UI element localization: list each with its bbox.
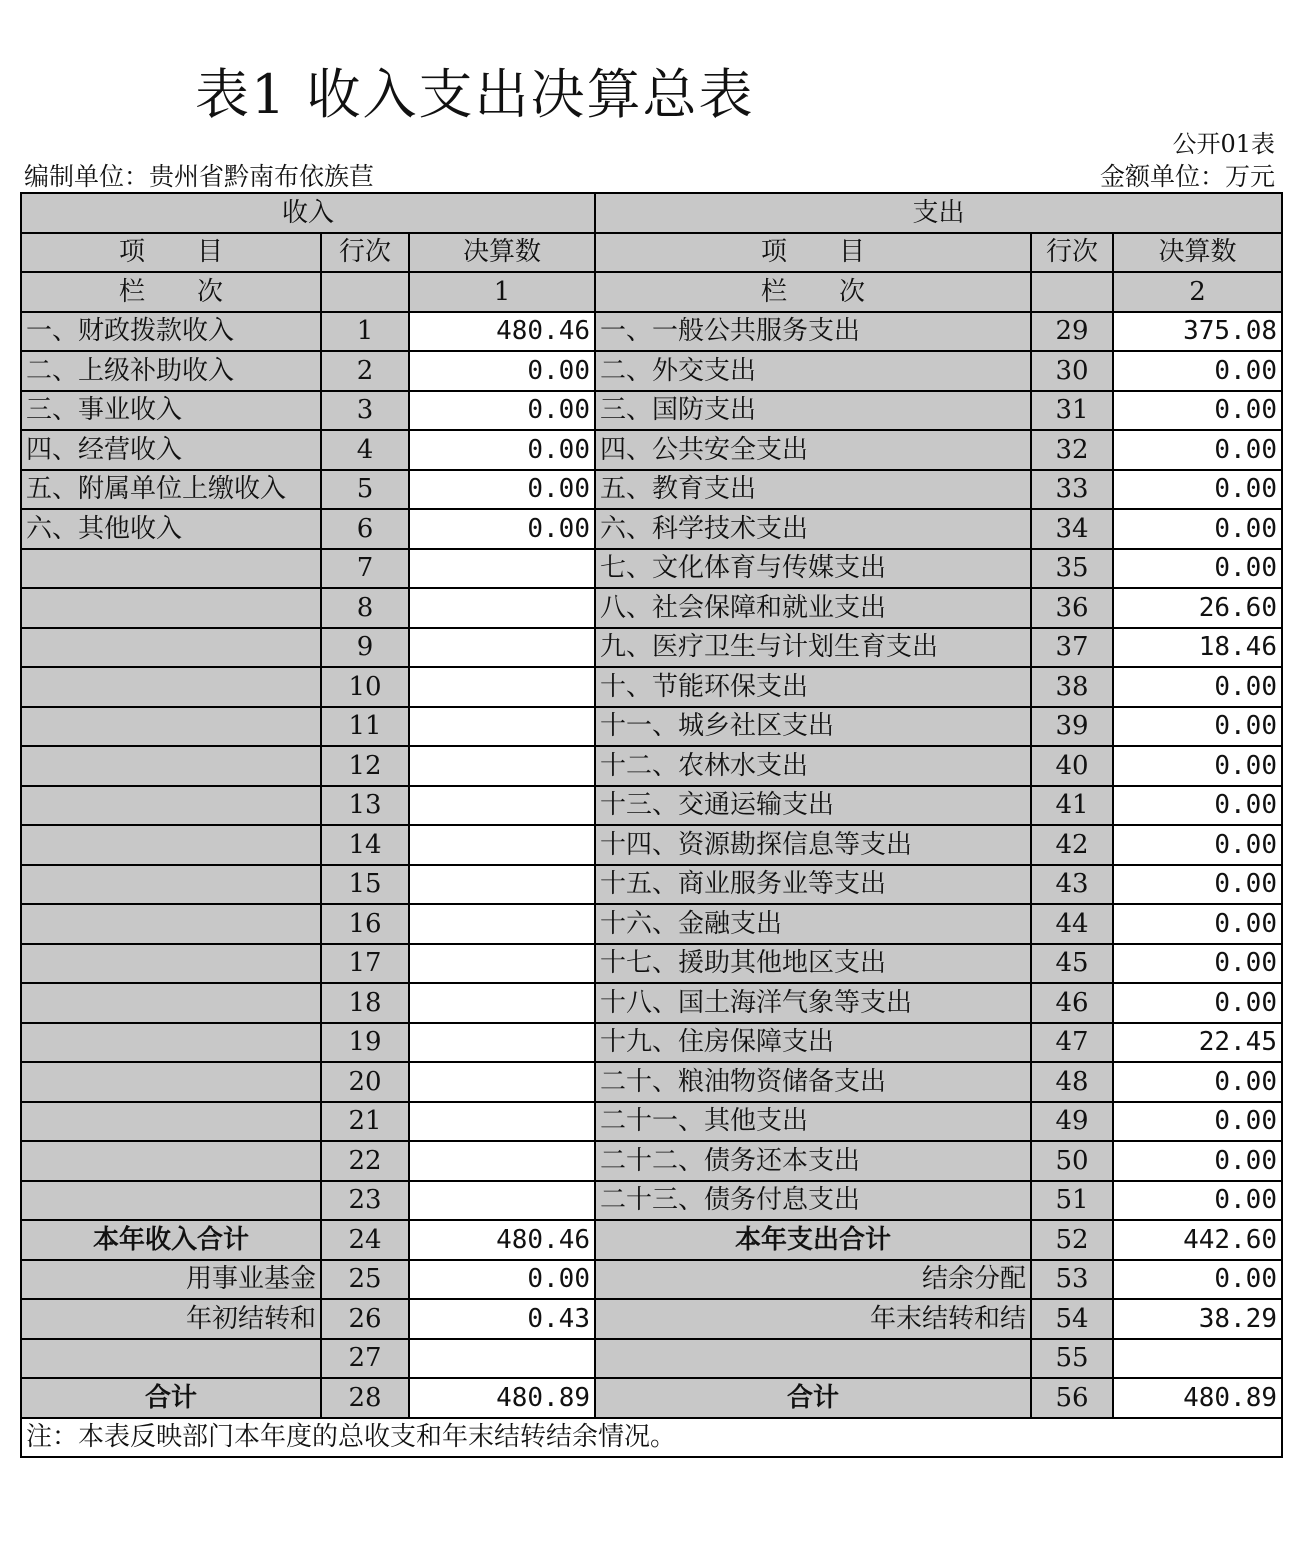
expense-row-number: 39: [1031, 707, 1113, 747]
income-row-number: 2: [321, 351, 409, 391]
income-amount: [409, 904, 595, 944]
income-row-number: 3: [321, 391, 409, 431]
expense-row-number: 54: [1031, 1299, 1113, 1339]
income-amount: [409, 865, 595, 905]
expense-amount: 0.00: [1113, 351, 1282, 391]
expense-item: 十五、商业服务业等支出: [595, 865, 1031, 905]
income-row-number: 5: [321, 470, 409, 510]
income-amount: [409, 628, 595, 668]
expense-row-number: 36: [1031, 588, 1113, 628]
amount-unit: 金额单位：万元: [1099, 162, 1275, 191]
income-row-number: 26: [321, 1299, 409, 1339]
expense-amount: 0.00: [1113, 707, 1282, 747]
income-amount: 0.00: [409, 391, 595, 431]
expense-amount: 0.00: [1113, 1181, 1282, 1221]
extra-row: [21, 1260, 1282, 1300]
expense-row-number: 41: [1031, 786, 1113, 826]
expense-item: 年末结转和结: [595, 1299, 1031, 1339]
income-item: [21, 628, 321, 668]
expense-row-number: 46: [1031, 983, 1113, 1023]
income-row-number: 19: [321, 1023, 409, 1063]
table-row: [21, 549, 1282, 589]
income-item: [21, 667, 321, 707]
table-row: [21, 944, 1282, 984]
expense-row-number: 55: [1031, 1339, 1113, 1379]
expense-amount: 0.00: [1113, 786, 1282, 826]
expense-item: 四、公共安全支出: [595, 430, 1031, 470]
expense-item: 合计: [595, 1378, 1031, 1418]
table-row: [21, 904, 1282, 944]
expense-item: 十六、金融支出: [595, 904, 1031, 944]
expense-row-number: 43: [1031, 865, 1113, 905]
expense-row-number: 31: [1031, 391, 1113, 431]
income-amount: [409, 786, 595, 826]
income-row-number: 16: [321, 904, 409, 944]
expense-amount: 0.00: [1113, 865, 1282, 905]
page-title: 表1 收入支出决算总表: [195, 63, 755, 126]
extra-row: [21, 1299, 1282, 1339]
budget-table: [20, 192, 1283, 1458]
expense-item: 九、医疗卫生与计划生育支出: [595, 628, 1031, 668]
income-item: 五、附属单位上缴收入: [21, 470, 321, 510]
income-amount: 0.00: [409, 1260, 595, 1300]
table-row: [21, 430, 1282, 470]
income-amount: [409, 983, 595, 1023]
expense-amount: 0.00: [1113, 549, 1282, 589]
income-item: [21, 1062, 321, 1102]
table-row: [21, 1141, 1282, 1181]
income-amount: [409, 1141, 595, 1181]
income-row-number: 6: [321, 509, 409, 549]
expense-column-index: 2: [1113, 272, 1282, 312]
expense-item: 本年支出合计: [595, 1220, 1031, 1260]
income-row-number: 17: [321, 944, 409, 984]
expense-column-label: 栏 次: [595, 272, 1031, 312]
expense-row-number: 42: [1031, 825, 1113, 865]
income-item: [21, 588, 321, 628]
table-row: [21, 786, 1282, 826]
expense-row-number: 53: [1031, 1260, 1113, 1300]
income-row-number: 4: [321, 430, 409, 470]
expense-row-number: 35: [1031, 549, 1113, 589]
expense-amount: 0.00: [1113, 1260, 1282, 1300]
expense-item: [595, 1339, 1031, 1379]
income-row-number: 21: [321, 1102, 409, 1142]
income-item: 合计: [21, 1378, 321, 1418]
expense-amount: 0.00: [1113, 391, 1282, 431]
table-row: [21, 588, 1282, 628]
expense-amount: 0.00: [1113, 1062, 1282, 1102]
income-item: [21, 1102, 321, 1142]
income-item: 六、其他收入: [21, 509, 321, 549]
expense-row-number: 49: [1031, 1102, 1113, 1142]
income-item: [21, 786, 321, 826]
expense-item: 十七、援助其他地区支出: [595, 944, 1031, 984]
income-item: 年初结转和: [21, 1299, 321, 1339]
header-row-columns: [21, 233, 1282, 273]
income-amount: [409, 1339, 595, 1379]
income-item: 用事业基金: [21, 1260, 321, 1300]
extra-row: [21, 1339, 1282, 1379]
expense-amount: 18.46: [1113, 628, 1282, 668]
expense-item: 八、社会保障和就业支出: [595, 588, 1031, 628]
income-amount: 0.00: [409, 351, 595, 391]
income-item: [21, 1141, 321, 1181]
compiling-unit: 编制单位：贵州省黔南布依族苣: [24, 162, 375, 191]
income-amount: 480.46: [409, 312, 595, 352]
expense-item: 十、节能环保支出: [595, 667, 1031, 707]
income-rowno-header: 行次: [321, 233, 409, 273]
income-row-number: 12: [321, 746, 409, 786]
income-amount: 480.89: [409, 1378, 595, 1418]
income-row-number: 13: [321, 786, 409, 826]
income-item: [21, 983, 321, 1023]
expense-amount: 0.00: [1113, 667, 1282, 707]
income-amount: [409, 549, 595, 589]
expense-item: 二十三、债务付息支出: [595, 1181, 1031, 1221]
expense-row-number: 32: [1031, 430, 1113, 470]
income-row-number: 18: [321, 983, 409, 1023]
table-row: [21, 1062, 1282, 1102]
expense-row-number: 30: [1031, 351, 1113, 391]
income-item: [21, 1181, 321, 1221]
expense-row-number: 50: [1031, 1141, 1113, 1181]
expense-amount: 38.29: [1113, 1299, 1282, 1339]
table-row: [21, 1023, 1282, 1063]
table-note: 注：本表反映部门本年度的总收支和年末结转结余情况。: [21, 1418, 1282, 1458]
income-column-label: 栏 次: [21, 272, 321, 312]
income-amount: [409, 944, 595, 984]
expense-row-number: 37: [1031, 628, 1113, 668]
expense-item: 十二、农林水支出: [595, 746, 1031, 786]
expense-item: 十四、资源勘探信息等支出: [595, 825, 1031, 865]
table-row: [21, 351, 1282, 391]
income-amount: 0.00: [409, 470, 595, 510]
total-year-row: [21, 1220, 1282, 1260]
expense-item: 三、国防支出: [595, 391, 1031, 431]
expense-item: 十一、城乡社区支出: [595, 707, 1031, 747]
income-item: [21, 549, 321, 589]
header-row-section: [21, 193, 1282, 233]
expense-row-number: 47: [1031, 1023, 1113, 1063]
income-item: 一、财政拨款收入: [21, 312, 321, 352]
expense-amount: 480.89: [1113, 1378, 1282, 1418]
income-row-number: 15: [321, 865, 409, 905]
expense-item: 一、一般公共服务支出: [595, 312, 1031, 352]
expense-row-number: 51: [1031, 1181, 1113, 1221]
income-row-number: 20: [321, 1062, 409, 1102]
table-row: [21, 312, 1282, 352]
expense-row-number: 33: [1031, 470, 1113, 510]
income-row-number: 22: [321, 1141, 409, 1181]
income-row-number: 7: [321, 549, 409, 589]
income-amount: [409, 825, 595, 865]
table-row: [21, 509, 1282, 549]
expense-amount: 0.00: [1113, 1102, 1282, 1142]
income-row-number: 8: [321, 588, 409, 628]
income-item: [21, 707, 321, 747]
income-amount: 0.43: [409, 1299, 595, 1339]
expense-row-number: 38: [1031, 667, 1113, 707]
income-amount: [409, 1181, 595, 1221]
table-row: [21, 470, 1282, 510]
expense-amount: 0.00: [1113, 983, 1282, 1023]
income-amount: [409, 588, 595, 628]
income-row-number: 27: [321, 1339, 409, 1379]
income-amount: [409, 746, 595, 786]
expense-amount: 26.60: [1113, 588, 1282, 628]
expense-column-blank: [1031, 272, 1113, 312]
expense-row-number: 52: [1031, 1220, 1113, 1260]
income-row-number: 1: [321, 312, 409, 352]
expense-amount: 375.08: [1113, 312, 1282, 352]
header-row-column-index: [21, 272, 1282, 312]
income-amount: [409, 707, 595, 747]
expense-amount: 0.00: [1113, 825, 1282, 865]
table-row: [21, 983, 1282, 1023]
expense-amount: 0.00: [1113, 1141, 1282, 1181]
income-item: [21, 825, 321, 865]
income-item: [21, 746, 321, 786]
income-amount: 0.00: [409, 430, 595, 470]
expense-amount: 0.00: [1113, 944, 1282, 984]
income-amount: [409, 1023, 595, 1063]
income-row-number: 11: [321, 707, 409, 747]
income-amount: 480.46: [409, 1220, 595, 1260]
income-item: 四、经营收入: [21, 430, 321, 470]
table-row: [21, 1181, 1282, 1221]
table-row: [21, 391, 1282, 431]
income-row-number: 25: [321, 1260, 409, 1300]
expense-amount: 442.60: [1113, 1220, 1282, 1260]
income-row-number: 10: [321, 667, 409, 707]
table-row: [21, 667, 1282, 707]
income-row-number: 14: [321, 825, 409, 865]
income-item: [21, 1023, 321, 1063]
income-item: [21, 865, 321, 905]
expense-row-number: 48: [1031, 1062, 1113, 1102]
note-row: [21, 1418, 1282, 1458]
table-row: [21, 746, 1282, 786]
expense-item: 六、科学技术支出: [595, 509, 1031, 549]
expense-amount: [1113, 1339, 1282, 1379]
income-row-number: 24: [321, 1220, 409, 1260]
expense-header: 支出: [595, 193, 1282, 233]
expense-row-number: 56: [1031, 1378, 1113, 1418]
expense-amount: 0.00: [1113, 430, 1282, 470]
expense-item: 五、教育支出: [595, 470, 1031, 510]
income-column-blank: [321, 272, 409, 312]
income-item: 三、事业收入: [21, 391, 321, 431]
income-amount-header: 决算数: [409, 233, 595, 273]
expense-item: 二、外交支出: [595, 351, 1031, 391]
expense-row-number: 40: [1031, 746, 1113, 786]
income-amount: 0.00: [409, 509, 595, 549]
form-code: 公开01表: [1172, 130, 1275, 158]
expense-row-number: 45: [1031, 944, 1113, 984]
income-row-number: 28: [321, 1378, 409, 1418]
expense-rowno-header: 行次: [1031, 233, 1113, 273]
expense-item: 十三、交通运输支出: [595, 786, 1031, 826]
expense-amount: 0.00: [1113, 904, 1282, 944]
income-amount: [409, 1062, 595, 1102]
expense-item: 十九、住房保障支出: [595, 1023, 1031, 1063]
income-item: [21, 944, 321, 984]
income-amount: [409, 1102, 595, 1142]
expense-item: 二十一、其他支出: [595, 1102, 1031, 1142]
expense-amount: 0.00: [1113, 509, 1282, 549]
expense-amount: 22.45: [1113, 1023, 1282, 1063]
expense-item-header: 项 目: [595, 233, 1031, 273]
income-row-number: 23: [321, 1181, 409, 1221]
expense-amount: 0.00: [1113, 470, 1282, 510]
expense-item: 十八、国土海洋气象等支出: [595, 983, 1031, 1023]
expense-row-number: 44: [1031, 904, 1113, 944]
income-header: 收入: [21, 193, 595, 233]
income-item: [21, 904, 321, 944]
income-item: [21, 1339, 321, 1379]
table-row: [21, 707, 1282, 747]
expense-item: 七、文化体育与传媒支出: [595, 549, 1031, 589]
expense-item: 二十二、债务还本支出: [595, 1141, 1031, 1181]
table-row: [21, 825, 1282, 865]
income-column-index: 1: [409, 272, 595, 312]
table-row: [21, 865, 1282, 905]
income-item-header: 项 目: [21, 233, 321, 273]
expense-amount: 0.00: [1113, 746, 1282, 786]
table-row: [21, 1102, 1282, 1142]
income-item: 二、上级补助收入: [21, 351, 321, 391]
expense-row-number: 34: [1031, 509, 1113, 549]
income-amount: [409, 667, 595, 707]
expense-row-number: 29: [1031, 312, 1113, 352]
income-row-number: 9: [321, 628, 409, 668]
table-row: [21, 628, 1282, 668]
expense-item: 结余分配: [595, 1260, 1031, 1300]
expense-amount-header: 决算数: [1113, 233, 1282, 273]
income-item: 本年收入合计: [21, 1220, 321, 1260]
grand-total-row: [21, 1378, 1282, 1418]
expense-item: 二十、粮油物资储备支出: [595, 1062, 1031, 1102]
